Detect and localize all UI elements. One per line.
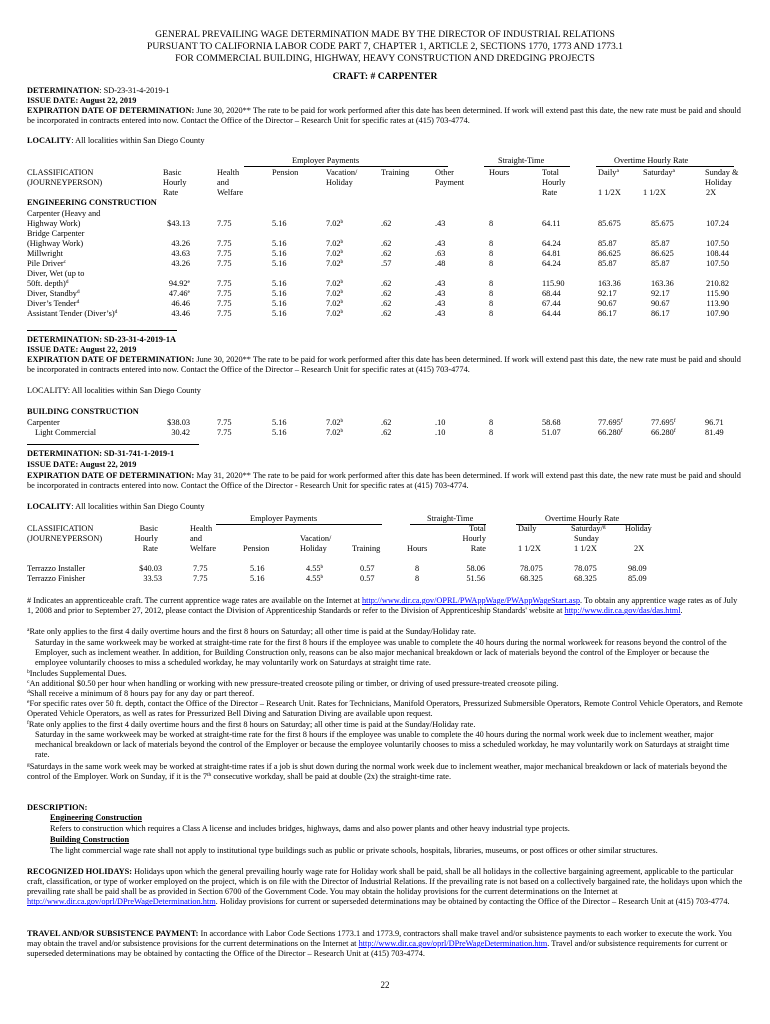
row-health: 7.75	[217, 418, 232, 427]
sec1-issue-date: ISSUE DATE: August 22, 2019	[27, 96, 137, 105]
row-daily-note: f	[620, 428, 623, 434]
row-vacation-note: b	[340, 299, 344, 305]
row-daily: 85.675	[598, 219, 621, 228]
row-training: .62	[381, 279, 392, 288]
total-heading: Rate	[542, 188, 558, 197]
row-classification: Carpenter (Heavy and	[27, 209, 101, 218]
row-basic-rate: 43.46	[171, 309, 190, 318]
row-saturday: 68.325	[574, 574, 597, 583]
row-classification: Bridge Carpenter	[27, 229, 85, 238]
saturday-heading: Saturday$^a$	[643, 168, 675, 177]
row-hours: 8	[489, 289, 494, 298]
training-heading: Training	[381, 168, 410, 177]
row-classification: 50ft. depth)$^d$	[27, 279, 69, 288]
row-pension: 5.16	[272, 289, 287, 298]
vacation-heading: Holiday	[326, 178, 353, 187]
footnote-a-detail: Saturday in the same workweek may be worked at straight-time rate for the first 8 hours if the employee was unable to complete the 40 hours during the normal workweek for reasons beyond the control of the Employer, such as inclement weather. In addition, for Building Construction only, reasons can be also major mechanical breakdown or lack of materials beyond the control of the Employer or because the employee voluntarily chooses to miss a scheduled workday, he may voluntarily work on Saturdays at straight time rate.	[35, 638, 727, 668]
row-hours: 8	[489, 259, 494, 268]
employer-payments-rule	[216, 524, 382, 525]
sec1-divider	[27, 330, 177, 331]
daily-sup: a	[616, 168, 619, 174]
recognized-holidays: RECOGNIZED HOLIDAYS: Holidays upon which the general prevailing hourly wage rate for Holiday work shall be paid, shall be all holidays in the collective bargaining agreement, applicable to the particular craft, classification, or type of worker employed on the project, which is on file with the Director of Industrial Relations. If the prevailing rate is not based on a collectively bargained rate, the holidays upon which the prevailing rate shall be paid shall be as provided in Section 6700 of the Government Code. You may obtain the holiday provisions for the current determinations on the Internet at http://www.dir.ca.gov/oprl/DPreWageDetermination.htm. Holiday provisions for current or superseded determinations may be obtained by contacting the Office of the Director – Research Unit at (415) 703-4774.	[27, 867, 743, 907]
row-total: 64.24	[542, 239, 561, 248]
row-holiday: 98.09	[628, 564, 647, 573]
sec1-locality: LOCALITY: All localities within San Diego County	[27, 136, 205, 145]
row-vacation: 7.02$^b$	[326, 219, 344, 228]
row-vacation: 7.02$^b$	[326, 279, 344, 288]
training-heading: Training	[352, 544, 381, 553]
row-classification: Diver, Standby$^d$	[27, 289, 80, 298]
row-daily: 85.87	[598, 239, 617, 248]
row-vacation-note: b	[320, 574, 324, 580]
row-daily: 86.625	[598, 249, 621, 258]
row-classification: Diver’s Tender$^d$	[27, 299, 80, 308]
row-sunday-holiday: 107.24	[706, 219, 729, 228]
row-sunday-holiday: 115.90	[706, 289, 729, 298]
row-training: .62	[381, 239, 392, 248]
row-training: .62	[381, 249, 392, 258]
sunday-heading: Sunday &	[705, 168, 739, 177]
health-heading: Health	[217, 168, 240, 177]
row-total: 51.56	[466, 574, 485, 583]
row-saturday: 66.280$^f$	[651, 428, 676, 437]
row-pension: 5.16	[272, 239, 287, 248]
building-construction-title: Building Construction	[50, 835, 130, 844]
row-hours: 8	[489, 239, 494, 248]
row-vacation-note: b	[340, 219, 344, 225]
row-vacation: 7.02$^b$	[326, 239, 344, 248]
row-health: 7.75	[217, 299, 232, 308]
row-saturday: 92.17	[651, 289, 670, 298]
row-daily: 90.67	[598, 299, 617, 308]
description-label: DESCRIPTION:	[27, 803, 88, 812]
row-vacation-note: b	[340, 428, 344, 434]
row-sunday-holiday: 210.82	[706, 279, 729, 288]
journeyperson-heading: (JOURNEYPERSON)	[27, 178, 103, 187]
row-sunday-holiday: 107.90	[706, 309, 729, 318]
row-hours: 8	[489, 249, 494, 258]
row-health: 7.75	[217, 219, 232, 228]
sec2-expiration: EXPIRATION DATE OF DETERMINATION: June 30, 2020** The rate to be paid for work performed after this date has been determined. If work will extend past this date, the new rate must be paid and should be incorporated in contracts entered into now. Contact the Office of the Director – Research Unit for specific rates at (415) 703-4774.	[27, 355, 741, 375]
footnote-a: $^a$Rate only applies to the first 4 daily overtime hours and the first 8 hours on Saturday; all other time is paid at the Sunday/Holiday rate.	[27, 627, 477, 636]
row-sunday-holiday: 81.49	[705, 428, 724, 437]
row-saturday-note: f	[673, 418, 676, 424]
row-classification: Light Commercial	[35, 428, 97, 437]
row-vacation: 7.02$^b$	[326, 249, 344, 258]
saturday-mult: 1 1/2X	[574, 544, 597, 553]
row-saturday: 90.67	[651, 299, 670, 308]
row-health: 7.75	[217, 239, 232, 248]
row-health: 7.75	[217, 309, 232, 318]
row-daily: 163.36	[598, 279, 621, 288]
sec3-expiration: EXPIRATION DATE OF DETERMINATION: May 31, 2020** The rate to be paid for work performed after this date has been determined. If work will extend past this date, the new rate must be paid and should be incorporated in contracts entered into now. Contact the Office of the Director - Research Unit for specific rates at (415) 703-4774.	[27, 471, 741, 491]
row-total: 64.81	[542, 249, 561, 258]
row-daily: 92.17	[598, 289, 617, 298]
row-total: 68.44	[542, 289, 561, 298]
row-pension: 5.16	[272, 219, 287, 228]
page-number: 22	[380, 980, 390, 990]
group-engineering-construction: ENGINEERING CONSTRUCTION	[27, 198, 157, 207]
row-daily: 66.280$^f$	[598, 428, 623, 437]
row-hours: 8	[489, 299, 494, 308]
row-vacation: 7.02$^b$	[326, 299, 344, 308]
engineering-construction-title: Engineering Construction	[50, 813, 142, 822]
group-building-construction: BUILDING CONSTRUCTION	[27, 407, 139, 416]
row-vacation: 7.02$^b$	[326, 289, 344, 298]
basic-heading: Rate	[142, 544, 158, 553]
sec3-determination: DETERMINATION: SD-31-741-1-2019-1	[27, 449, 175, 458]
row-pension: 5.16	[272, 279, 287, 288]
row-vacation-note: b	[340, 289, 344, 295]
row-classification: Pile Driver$^c$	[27, 259, 67, 268]
header-line-2: PURSUANT TO CALIFORNIA LABOR CODE PART 7, CHAPTER 1, ARTICLE 2, SECTIONS 1770, 1773 AND 1773.1	[147, 41, 623, 52]
row-classification: Assistant Tender (Diver’s)$^d$	[27, 309, 118, 318]
row-hours: 8	[489, 428, 494, 437]
pension-heading: Pension	[243, 544, 270, 553]
row-other: .10	[435, 428, 446, 437]
hours-heading: Hours	[489, 168, 510, 177]
classification-heading: CLASSIFICATION	[27, 168, 94, 177]
basic-heading: Basic	[139, 524, 158, 533]
row-hours: 8	[489, 219, 494, 228]
classification-heading: CLASSIFICATION	[27, 524, 94, 533]
footnote-b: $^b$Includes Supplemental Dues.	[27, 669, 127, 678]
row-vacation-note: b	[340, 418, 344, 424]
health-heading: and	[190, 534, 202, 543]
row-training: .62	[381, 418, 392, 427]
daily-heading: Daily	[518, 524, 537, 533]
row-vacation-note: b	[340, 239, 344, 245]
row-basic-rate: 43.26	[171, 239, 190, 248]
daily-mult: 1 1/2X	[518, 544, 541, 553]
row-other: .48	[435, 259, 446, 268]
row-note: c	[63, 259, 67, 265]
row-health: 7.75	[217, 249, 232, 258]
row-daily: 86.17	[598, 309, 617, 318]
row-basic-rate: 30.42	[171, 428, 190, 437]
row-other: .43	[435, 239, 446, 248]
sunday-heading: Holiday	[705, 178, 732, 187]
row-saturday: 77.695$^f$	[651, 418, 676, 427]
row-vacation: 4.55$^b$	[306, 564, 324, 573]
row-health: 7.75	[193, 564, 208, 573]
building-construction-text: The light commercial wage rate shall not apply to institutional type buildings such as public or private schools, hospitals, libraries, museums, or post offices or other similar structures.	[50, 846, 658, 855]
row-basic-rate: 47.46e	[168, 289, 190, 298]
row-basic-rate: $40.03	[139, 564, 162, 573]
row-sunday-holiday: 107.50	[706, 259, 729, 268]
row-sunday-holiday: 107.50	[706, 239, 729, 248]
saturday-sup: a	[672, 168, 675, 174]
row-basic-note: e	[187, 289, 190, 295]
craft-title: CRAFT: # CARPENTER	[332, 71, 438, 82]
row-training: .62	[381, 428, 392, 437]
row-saturday: 85.87	[651, 259, 670, 268]
row-training: .62	[381, 289, 392, 298]
row-pension: 5.16	[272, 249, 287, 258]
row-note: d	[65, 279, 69, 285]
row-note: d	[114, 309, 118, 315]
row-pension: 5.16	[272, 259, 287, 268]
sunday-mult: 2X	[706, 188, 717, 197]
row-total: 115.90	[542, 279, 565, 288]
row-vacation: 4.55$^b$	[306, 574, 324, 583]
row-total: 67.44	[542, 299, 561, 308]
holiday-heading: Holiday	[625, 524, 652, 533]
row-training: .62	[381, 219, 392, 228]
row-daily: 77.695$^f$	[598, 418, 623, 427]
straight-time-rule	[484, 166, 570, 167]
row-total: 64.11	[542, 219, 561, 228]
row-health: 7.75	[217, 428, 232, 437]
footnote-f: $^f$Rate only applies to the first 4 daily overtime hours and the first 8 hours on Saturday; all other time is paid at the Sunday/Holiday rate.	[27, 720, 476, 729]
row-vacation-note: b	[340, 309, 344, 315]
row-health: 7.75	[217, 289, 232, 298]
row-other: .43	[435, 299, 446, 308]
row-health: 7.75	[193, 574, 208, 583]
total-heading: Rate	[470, 544, 486, 553]
footnote-g: $^g$Saturdays in the same work week may be worked at straight-time rates if a job is shut down during the normal work week due to inclement weather, major mechanical breakdown or lack of materials beyond the control of the Employer. Work on Sunday, if it is the 7th consecutive workday, shall be paid at double (2x) the straight-time rate.	[27, 762, 728, 782]
total-heading: Total	[469, 524, 486, 533]
row-total: 58.68	[542, 418, 561, 427]
row-saturday: 78.075	[574, 564, 597, 573]
row-saturday: 163.36	[651, 279, 674, 288]
footnote-d: $^d$Shall receive a minimum of 8 hours pay for any day or part thereof.	[27, 689, 255, 698]
row-saturday: 85.87	[651, 239, 670, 248]
daily-heading: Daily$^a$	[598, 168, 619, 177]
row-training: 0.57	[360, 564, 375, 573]
overtime-rule	[596, 166, 734, 167]
basic-heading: Hourly	[163, 178, 187, 187]
row-training: .62	[381, 299, 392, 308]
row-vacation: 7.02$^b$	[326, 309, 344, 318]
row-holiday: 85.09	[628, 574, 647, 583]
other-heading: Payment	[435, 178, 465, 187]
row-vacation: 7.02$^b$	[326, 428, 344, 437]
row-vacation-note: b	[340, 249, 344, 255]
footnote-hash: # Indicates an apprenticeable craft. The current apprentice wage rates are available on the Internet at http://www.dir.ca.gov/OPRL/PWAppWage/PWAppWageStart.asp. To obtain any apprentice wage rates as of July 1, 2008 and prior to September 27, 2012, please contact the Division of Apprenticeship Standards or refer to the Division of Apprenticeship Standards' website at http://www.dir.ca.gov/das/das.html.	[27, 596, 738, 616]
row-other: .43	[435, 279, 446, 288]
row-vacation: 7.02$^b$	[326, 259, 344, 268]
row-sunday-holiday: 113.90	[706, 299, 729, 308]
vacation-heading: Vacation/	[300, 534, 332, 543]
overtime-heading: Overtime Hourly Rate	[614, 156, 689, 165]
row-other: .10	[435, 418, 446, 427]
vacation-heading: Holiday	[300, 544, 327, 553]
row-pension: 5.16	[272, 428, 287, 437]
row-classification: Diver, Wet (up to	[27, 269, 85, 278]
employer-payments-heading: Employer Payments	[292, 156, 360, 165]
row-pension: 5.16	[272, 418, 287, 427]
row-vacation: 7.02$^b$	[326, 418, 344, 427]
row-total: 51.07	[542, 428, 561, 437]
row-hours: 8	[489, 309, 494, 318]
header-line-3: FOR COMMERCIAL BUILDING, HIGHWAY, HEAVY CONSTRUCTION AND DREDGING PROJECTS	[175, 53, 595, 64]
basic-heading: Basic	[163, 168, 182, 177]
basic-heading: Rate	[163, 188, 179, 197]
row-sunday-holiday: 96.71	[705, 418, 724, 427]
row-daily-note: f	[620, 418, 623, 424]
row-basic-rate: 94.92e	[168, 279, 190, 288]
daily-mult: 1 1/2X	[598, 188, 621, 197]
total-heading: Hourly	[542, 178, 566, 187]
row-basic-rate: 43.63	[171, 249, 190, 258]
sec2-issue-date: ISSUE DATE: August 22, 2019	[27, 345, 137, 354]
saturday-sup: g	[602, 524, 606, 530]
row-basic-rate: 33.53	[143, 574, 162, 583]
row-saturday: 85.675	[651, 219, 674, 228]
row-other: .43	[435, 219, 446, 228]
row-vacation-note: b	[340, 259, 344, 265]
row-classification: (Highway Work)	[27, 239, 84, 248]
row-hours: 8	[489, 418, 494, 427]
pension-heading: Pension	[272, 168, 299, 177]
vacation-heading: Vacation/	[326, 168, 358, 177]
footnote-c: $^c$An additional $0.50 per hour when handling or working with new pressure-treated creosote piling or timber, or driving of used pressure-treated creosote piling.	[27, 679, 559, 688]
row-hours: 8	[415, 574, 420, 583]
row-classification: Millwright	[27, 249, 63, 258]
holiday-mult: 2X	[634, 544, 645, 553]
row-saturday: 86.17	[651, 309, 670, 318]
row-daily: 78.075	[520, 564, 543, 573]
row-total: 64.24	[542, 259, 561, 268]
saturday-mult: 1 1/2X	[643, 188, 666, 197]
row-vacation-note: b	[320, 564, 324, 570]
apprentice-wage-link[interactable]: http://www.dir.ca.gov/OPRL/PWAppWage/PWAppWageStart.asp	[362, 596, 580, 605]
straight-time-heading: Straight-Time	[427, 514, 474, 523]
health-heading: Welfare	[190, 544, 217, 553]
row-total: 58.06	[466, 564, 485, 573]
total-heading: Hourly	[462, 534, 486, 543]
employer-payments-heading: Employer Payments	[250, 514, 318, 523]
row-classification: Carpenter	[27, 418, 60, 427]
das-website-link[interactable]: http://www.dir.ca.gov/das/das.html	[564, 606, 681, 616]
hours-heading: Hours	[407, 544, 428, 553]
saturday-sunday-heading: Saturday/$^g$	[571, 524, 606, 533]
sec3-locality: LOCALITY: All localities within San Diego County	[27, 502, 205, 511]
sec1-expiration: EXPIRATION DATE OF DETERMINATION: June 30, 2020** The rate to be paid for work performed after this date has been determined. If work will extend past this date, the new rate must be paid and should be incorporated in contracts entered into now. Contact the Office of the Director – Research Unit for specific rates at (415) 703-4774.	[27, 106, 741, 126]
row-pension: 5.16	[250, 574, 265, 583]
row-other: .43	[435, 289, 446, 298]
row-daily: 85.87	[598, 259, 617, 268]
row-training: .62	[381, 309, 392, 318]
row-saturday: 86.625	[651, 249, 674, 258]
row-training: 0.57	[360, 574, 375, 583]
journeyperson-heading: (JOURNEYPERSON)	[27, 534, 103, 543]
row-saturday-note: f	[673, 428, 676, 434]
row-basic-note: e	[187, 279, 190, 285]
sec1-determination: DETERMINATION: SD-23-31-4-2019-1	[27, 86, 170, 95]
holiday-provisions-link[interactable]: http://www.dir.ca.gov/oprl/DPreWageDetermination.htm	[27, 897, 216, 907]
health-heading: and	[217, 178, 229, 187]
row-hours: 8	[489, 279, 494, 288]
sec2-divider	[27, 444, 199, 445]
header-line-1: GENERAL PREVAILING WAGE DETERMINATION MADE BY THE DIRECTOR OF INDUSTRIAL RELATIONS	[155, 29, 615, 40]
travel-provisions-link[interactable]: http://www.dir.ca.gov/oprl/DPreWageDetermination.htm	[358, 939, 548, 949]
footnote-f-detail: Saturday in the same workweek may be worked at straight-time rate for the first 8 hours if the employee was unable to complete the 40 hours during the normal work week due to inclement weather, major mechanical breakdown or lack of materials beyond the control of the Employer or because the employee voluntarily chooses to miss a scheduled workday, he may voluntarily work on Saturdays at straight time rate.	[35, 730, 730, 760]
row-pension: 5.16	[272, 299, 287, 308]
row-training: .57	[381, 259, 392, 268]
row-pension: 5.16	[272, 309, 287, 318]
engineering-construction-text: Refers to construction which requires a Class A license and includes bridges, highways, dams and also power plants and other heavy industrial type projects.	[50, 824, 570, 833]
row-basic-rate: 43.26	[171, 259, 190, 268]
row-health: 7.75	[217, 259, 232, 268]
row-total: 64.44	[542, 309, 561, 318]
row-daily: 68.325	[520, 574, 543, 583]
overtime-heading: Overtime Hourly Rate	[545, 514, 620, 523]
row-hours: 8	[415, 564, 420, 573]
row-basic-rate: $43.13	[167, 219, 190, 228]
health-heading: Health	[190, 524, 213, 533]
footnote-e: $^e$For specific rates over 50 ft. depth, contact the Office of the Director – Research Unit. Rates for Technicians, Manifold Operators, Pressurized Submersible Operators, Remote Control Vehicle Operators, and Remote Operated Vehicle Operators, as well as rates for Pressurized Bell Diving and Saturation Diving are available upon request.	[27, 699, 743, 719]
sec2-locality: LOCALITY: All localities within San Diego County	[27, 386, 201, 395]
employer-payments-rule	[244, 166, 448, 167]
total-heading: Total	[542, 168, 559, 177]
row-basic-rate: 46.46	[171, 299, 190, 308]
straight-time-heading: Straight-Time	[498, 156, 545, 165]
row-classification: Highway Work)	[27, 219, 81, 228]
sec3-issue-date: ISSUE DATE: August 22, 2019	[27, 460, 137, 469]
row-basic-rate: $38.03	[167, 418, 190, 427]
row-note: d	[76, 289, 80, 295]
row-classification: Terrazzo Installer	[27, 564, 86, 573]
row-note: d	[76, 299, 80, 305]
saturday-sunday-heading: Sunday	[574, 534, 599, 543]
travel-subsistence: TRAVEL AND/OR SUBSISTENCE PAYMENT: In accordance with Labor Code Sections 1773.1 and 1773.9, contractors shall make travel and/or subsistence payments to each worker to execute the work. You may obtain the travel and/or subsistence provisions for the current determinations on the Internet at http://www.dir.ca.gov/oprl/DPreWageDetermination.htm. Travel and/or subsistence requirements for current or superseded determinations may be obtained by contacting the Office of the Director – Research Unit at (415) 703-4774.	[27, 929, 732, 959]
row-health: 7.75	[217, 279, 232, 288]
row-classification: Terrazzo Finisher	[27, 574, 86, 583]
row-sunday-holiday: 108.44	[706, 249, 729, 258]
row-other: .63	[435, 249, 446, 258]
row-other: .43	[435, 309, 446, 318]
health-heading: Welfare	[217, 188, 244, 197]
other-heading: Other	[435, 168, 454, 177]
basic-heading: Hourly	[134, 534, 158, 543]
row-pension: 5.16	[250, 564, 265, 573]
row-vacation-note: b	[340, 279, 344, 285]
sec2-determination: DETERMINATION: SD-23-31-4-2019-1A	[27, 335, 176, 344]
